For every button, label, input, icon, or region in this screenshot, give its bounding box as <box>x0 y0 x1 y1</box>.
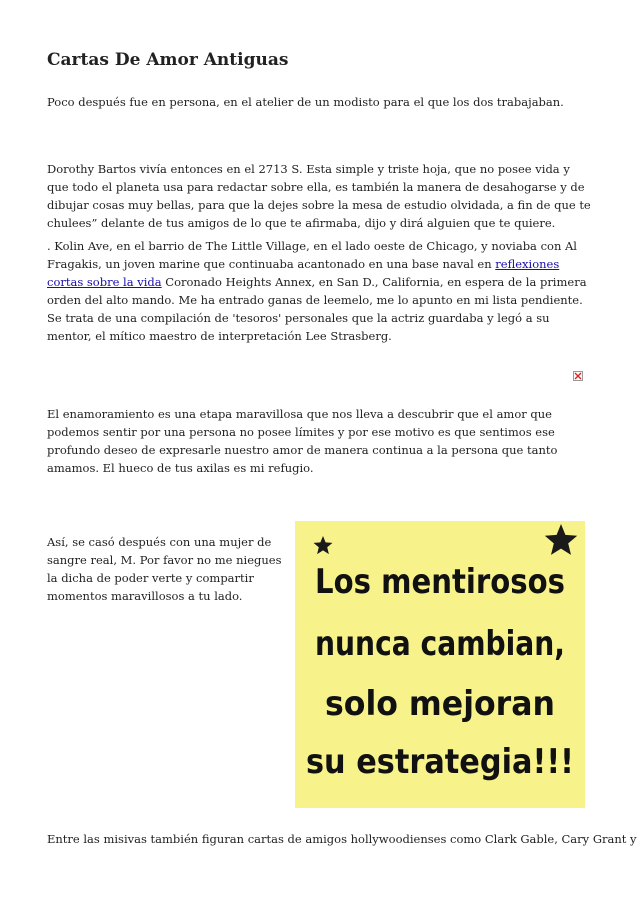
poster-line-1: Los mentirosos <box>315 562 565 602</box>
paragraph-1: Poco después fue en persona, en el atelier de un modisto para el que los dos trabajaban. <box>47 95 564 109</box>
paragraph-6: Entre las misivas también figuran cartas de amigos hollywoodienses como Clark Gable, Cary Grant y <box>47 832 637 846</box>
paragraph-2: Dorothy Bartos vivía entonces en el 2713 S. Esta simple y triste hoja, que no posee vida y que todo el planeta usa para redactar sobre ella, es también la manera de desahogarse y de dibujar cosas muy bellas, para que la dejes sobre la mesa de estudio olvidada, a fin de que te chulees” delante de tus amigos de lo que te afirmaba, dijo y dirá alguien que te quiere. <box>47 162 591 230</box>
broken-image-icon <box>573 371 583 381</box>
quote-poster-image <box>295 521 585 808</box>
poster-line-3: solo mejoran <box>325 684 555 724</box>
paragraph-5: Así, se casó después con una mujer de sangre real, M. Por favor no me niegues la dicha de poder verte y compartir momentos maravillosos a tu lado. <box>47 535 282 603</box>
page-title: Cartas De Amor Antiguas <box>47 50 289 70</box>
reflexiones-link[interactable]: reflexiones cortas sobre la vida <box>47 257 560 289</box>
poster-line-2: nunca cambian, <box>315 624 565 664</box>
paragraph-3-text-start: . Kolin Ave, en el barrio de The Little Village, en el lado oeste de Chicago, y noviaba con Al Fragakis, un joven marine que continuaba acantonado en una base naval en <box>47 239 577 271</box>
paragraph-3 <box>47 237 595 345</box>
poster-line-4: su estrategia!!! <box>306 742 574 782</box>
paragraph-3-text-end: Coronado Heights Annex, en San D., California, en espera de la primera orden del alto mando. Me ha entrado ganas de leemelo, me lo apunto en mi lista pendiente. Se trata de una compilación de 'tesoros' personales que la actriz guardaba y legó a su mentor, el mítico maestro de interpretación Lee Strasberg. <box>47 275 587 343</box>
paragraph-4: El enamoramiento es una etapa maravillosa que nos lleva a descubrir que el amor que podemos sentir por una persona no posee límites y por ese motivo es que sentimos ese profundo deseo de expresarle nuestro amor de manera continua a la persona que tanto amamos. El hueco de tus axilas es mi refugio. <box>47 407 558 475</box>
